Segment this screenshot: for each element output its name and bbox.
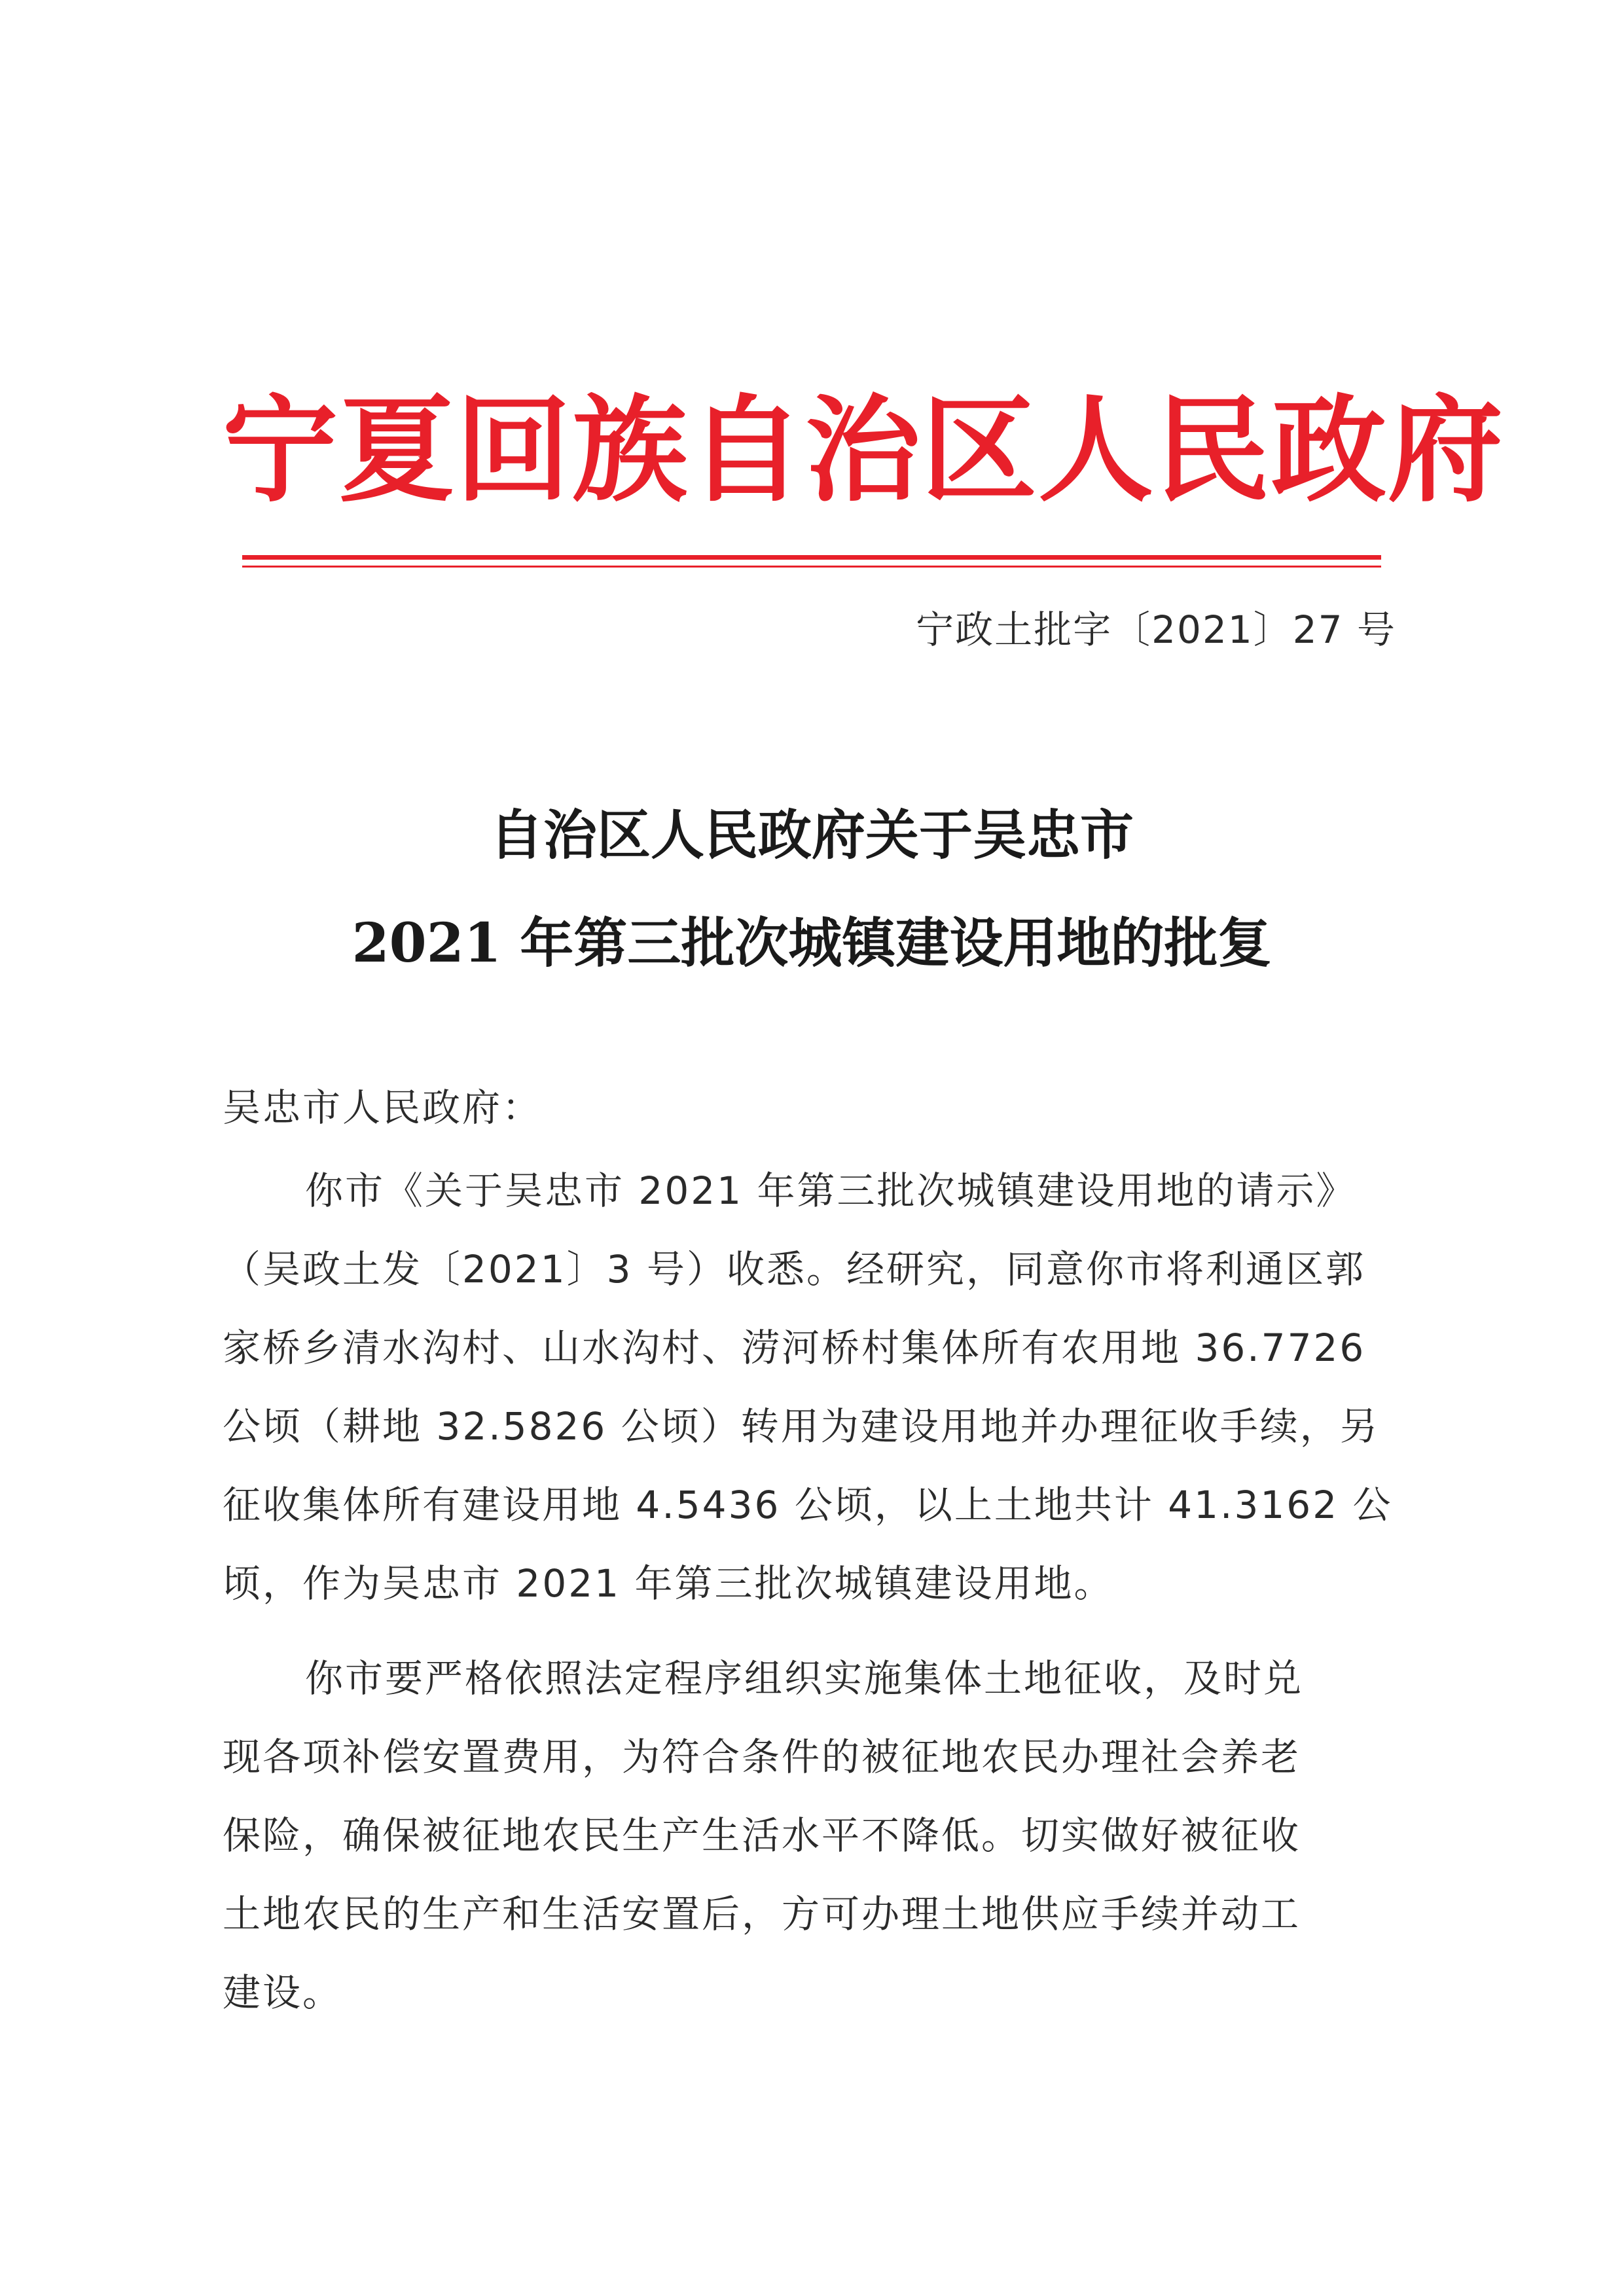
paragraph-1-line: 公顷（耕地 32.5826 公顷）转用为建设用地并办理征收手续，另 [223, 1404, 1380, 1449]
paragraph-2-line: 保险，确保被征地农民生产生活水平不降低。切实做好被征收 [223, 1813, 1301, 1858]
paragraph-2-line: 你市要严格依照法定程序组织实施集体土地征收，及时兑 [305, 1656, 1304, 1701]
paragraph-1-line: 你市《关于吴忠市 2021 年第三批次城镇建设用地的请示》 [305, 1168, 1356, 1213]
masthead-title: 宁夏回族自治区人民政府 [223, 382, 1505, 518]
paragraph-1-line: 顷，作为吴忠市 2021 年第三批次城镇建设用地。 [223, 1561, 1114, 1606]
addressee: 吴忠市人民政府： [223, 1085, 543, 1130]
masthead-rule-thin [242, 566, 1381, 568]
paragraph-2-line: 土地农民的生产和生活安置后，方可办理土地供应手续并动工 [223, 1892, 1301, 1936]
document-title-line-1: 自治区人民政府关于吴忠市 [489, 804, 1134, 867]
paragraph-1-line: 征收集体所有建设用地 4.5436 公顷，以上土地共计 41.3162 公 [223, 1483, 1393, 1527]
document-number: 宁政土批字〔2021〕27 号 [916, 607, 1396, 652]
paragraph-2-line: 建设。 [223, 1970, 343, 2015]
paragraph-2-line: 现各项补偿安置费用，为符合条件的被征地农民办理社会养老 [223, 1735, 1301, 1779]
paragraph-1-line: （吴政土发〔2021〕3 号）收悉。经研究，同意你市将利通区郭 [223, 1247, 1365, 1292]
document-title-line-2: 2021 年第三批次城镇建设用地的批复 [352, 912, 1272, 975]
paragraph-1-line: 家桥乡清水沟村、山水沟村、涝河桥村集体所有农用地 36.7726 [223, 1326, 1366, 1370]
masthead-rule-thick [242, 555, 1381, 560]
